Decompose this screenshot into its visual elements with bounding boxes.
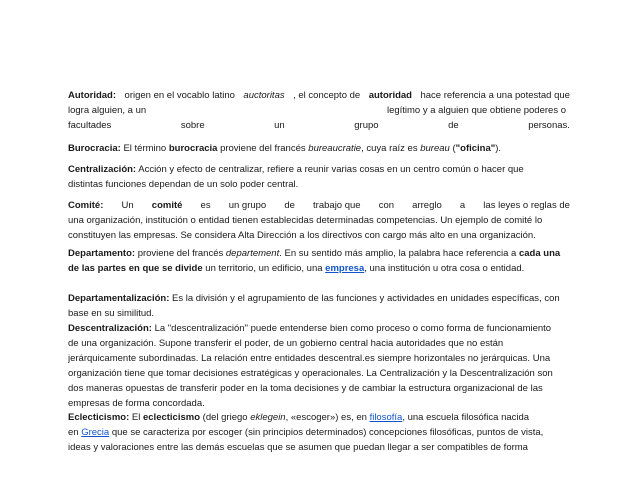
descentralizacion-line-2	[68, 336, 570, 351]
departamento-bold-phrase: cada una	[518, 248, 561, 259]
descentralizacion-text: La "descentralización" puede entenderse bien como proceso o como forma de funcionamiento	[154, 323, 552, 334]
eclecticismo-text: , «escoger») es, en	[285, 412, 367, 423]
autoridad-latin-word: auctoritas	[243, 90, 285, 101]
centralizacion-text: Acción y efecto de centralizar, refiere a reunir varias cosas en un centro común o hacer que	[138, 164, 524, 175]
departamento-italic-word: departement	[225, 248, 280, 259]
entry-autoridad	[68, 88, 570, 133]
descentralizacion-text: de una organización. Supone transferir el poder, de un gobierno central hacia autoridades que no están	[68, 338, 504, 349]
entry-centralizacion	[68, 162, 570, 192]
centralizacion-text: distintas funciones dependan de un solo poder central.	[68, 179, 299, 190]
term-centralizacion: Centralización:	[68, 164, 137, 175]
departamento-text: proviene del francés	[137, 248, 224, 259]
burocracia-italic-word: bureau	[420, 143, 450, 154]
descentralizacion-text: jerárquicamente subordinadas. La relación entre entidades descentral.es siempre horizontales no jerárquicas. Una	[68, 353, 551, 364]
entry-eclecticismo	[68, 410, 570, 455]
filosofia-link[interactable]: filosofía	[369, 412, 403, 423]
autoridad-text: legítimo y a alguien que obtiene poderes o	[386, 105, 566, 116]
term-descentralizacion: Descentralización:	[68, 323, 152, 334]
eclecticismo-text: , una escuela filosófica nacida	[402, 412, 530, 423]
autoridad-line-2	[68, 103, 570, 118]
eclecticismo-text: (del griego	[202, 412, 248, 423]
term-departamento: Departamento:	[68, 248, 136, 259]
eclecticismo-line-3	[68, 440, 570, 455]
burocracia-line-1	[68, 141, 570, 156]
comite-bold-word: comité	[151, 200, 183, 211]
autoridad-text: origen en el vocablo latino	[124, 90, 235, 101]
eclecticismo-bold-word: eclecticismo	[142, 412, 201, 423]
departamento-bold-phrase: de las partes en que se divide	[68, 263, 203, 274]
autoridad-text: hace referencia a una potestad que	[420, 90, 570, 101]
centralizacion-line-2	[68, 177, 570, 192]
entry-comite	[68, 198, 570, 243]
eclecticismo-text: en	[68, 427, 79, 438]
comite-line-2	[68, 213, 570, 228]
term-autoridad: Autoridad:	[68, 90, 117, 101]
autoridad-line-3	[68, 118, 570, 133]
empresa-link[interactable]: empresa	[325, 263, 365, 274]
departamento-text: . En su sentido más amplio, la palabra hace referencia a	[279, 248, 517, 259]
comite-text: constituyen las empresas. Se considera Alta Dirección a los directivos con cargo más alto en una organización.	[68, 230, 536, 241]
departamentalizacion-text: base en su similitud.	[68, 308, 155, 319]
autoridad-text: , el concepto de	[293, 90, 361, 101]
descentralizacion-text: dos maneras opuestas de transferir poder en la toma decisiones y de cambiar la estructura organizacional de las	[68, 383, 543, 394]
comite-word: Un	[121, 200, 134, 211]
eclecticismo-italic-word: eklegein	[250, 412, 286, 423]
burocracia-text: El término	[123, 143, 167, 154]
burocracia-text: ).	[495, 143, 502, 154]
centralizacion-line-1	[68, 162, 570, 177]
term-eclecticismo: Eclecticismo:	[68, 412, 130, 423]
eclecticismo-text: ideas y valoraciones entre las demás escuelas que se asumen que puedan llegar a ser compatibles de forma	[68, 442, 528, 453]
burocracia-italic-word: bureaucratie	[308, 143, 362, 154]
autoridad-line-1	[68, 88, 570, 103]
comite-word: un grupo	[228, 200, 267, 211]
burocracia-text: (	[452, 143, 456, 154]
autoridad-word: un	[274, 120, 285, 131]
term-burocracia: Burocracia:	[68, 143, 121, 154]
departamentalizacion-line-1	[68, 291, 570, 306]
autoridad-word: grupo	[354, 120, 379, 131]
departamento-text: , una institución u otra cosa o entidad.	[364, 263, 525, 274]
comite-word: con	[378, 200, 395, 211]
departamentalizacion-line-2	[68, 306, 570, 321]
autoridad-word: facultades	[68, 120, 112, 131]
descentralizacion-line-4	[68, 366, 570, 381]
departamentalizacion-text: Es la división y el agrupamiento de las funciones y actividades en unidades específicas, con	[172, 293, 560, 304]
descentralizacion-text: organización tiene que tomar decisiones estratégicas y operacionales. La Centralización y la Descentralización son	[68, 368, 553, 379]
eclecticismo-line-2	[68, 425, 570, 440]
autoridad-word: de	[448, 120, 459, 131]
descentralizacion-line-1	[68, 321, 570, 336]
burocracia-text: proviene del francés	[220, 143, 306, 154]
comite-word: de	[284, 200, 295, 211]
entry-descentralizacion	[68, 321, 570, 411]
burocracia-bold-word: burocracia	[168, 143, 218, 154]
autoridad-text: logra alguien, a un	[68, 105, 147, 116]
entry-departamento	[68, 246, 570, 276]
autoridad-bold-word: autoridad	[368, 90, 412, 101]
comite-line-1	[68, 198, 570, 213]
descentralizacion-line-5	[68, 381, 570, 396]
term-comite: Comité:	[68, 200, 104, 211]
comite-word: trabajo que	[313, 200, 361, 211]
comite-word: es	[200, 200, 211, 211]
eclecticismo-text: El	[131, 412, 141, 423]
descentralizacion-text: empresas de forma concordada.	[68, 398, 205, 409]
eclecticismo-text: que se caracteriza por escoger (sin principios determinados) concepciones filosóficas, puntos de vista,	[111, 427, 544, 438]
departamento-line-2	[68, 261, 570, 276]
entry-departamentalizacion	[68, 291, 570, 321]
term-departamentalizacion: Departamentalización:	[68, 293, 170, 304]
departamento-line-1	[68, 246, 570, 261]
burocracia-bold-word: "oficina"	[455, 143, 496, 154]
autoridad-word: sobre	[180, 120, 205, 131]
comite-text: una organización, institución o entidad tienen establecidas determinadas competencias. Un ejemplo de comité lo	[68, 215, 543, 226]
autoridad-word: personas.	[528, 120, 570, 131]
departamento-text: un territorio, un edificio, una	[205, 263, 323, 274]
comite-word: arreglo	[412, 200, 442, 211]
comite-word: a	[459, 200, 466, 211]
descentralizacion-line-6	[68, 396, 570, 411]
descentralizacion-line-3	[68, 351, 570, 366]
grecia-link[interactable]: Grecia	[81, 427, 110, 438]
entry-burocracia	[68, 141, 570, 156]
eclecticismo-line-1	[68, 410, 570, 425]
burocracia-text: , cuya raíz es	[361, 143, 418, 154]
comite-word: las leyes o reglas de	[483, 200, 570, 211]
comite-line-3	[68, 228, 570, 243]
